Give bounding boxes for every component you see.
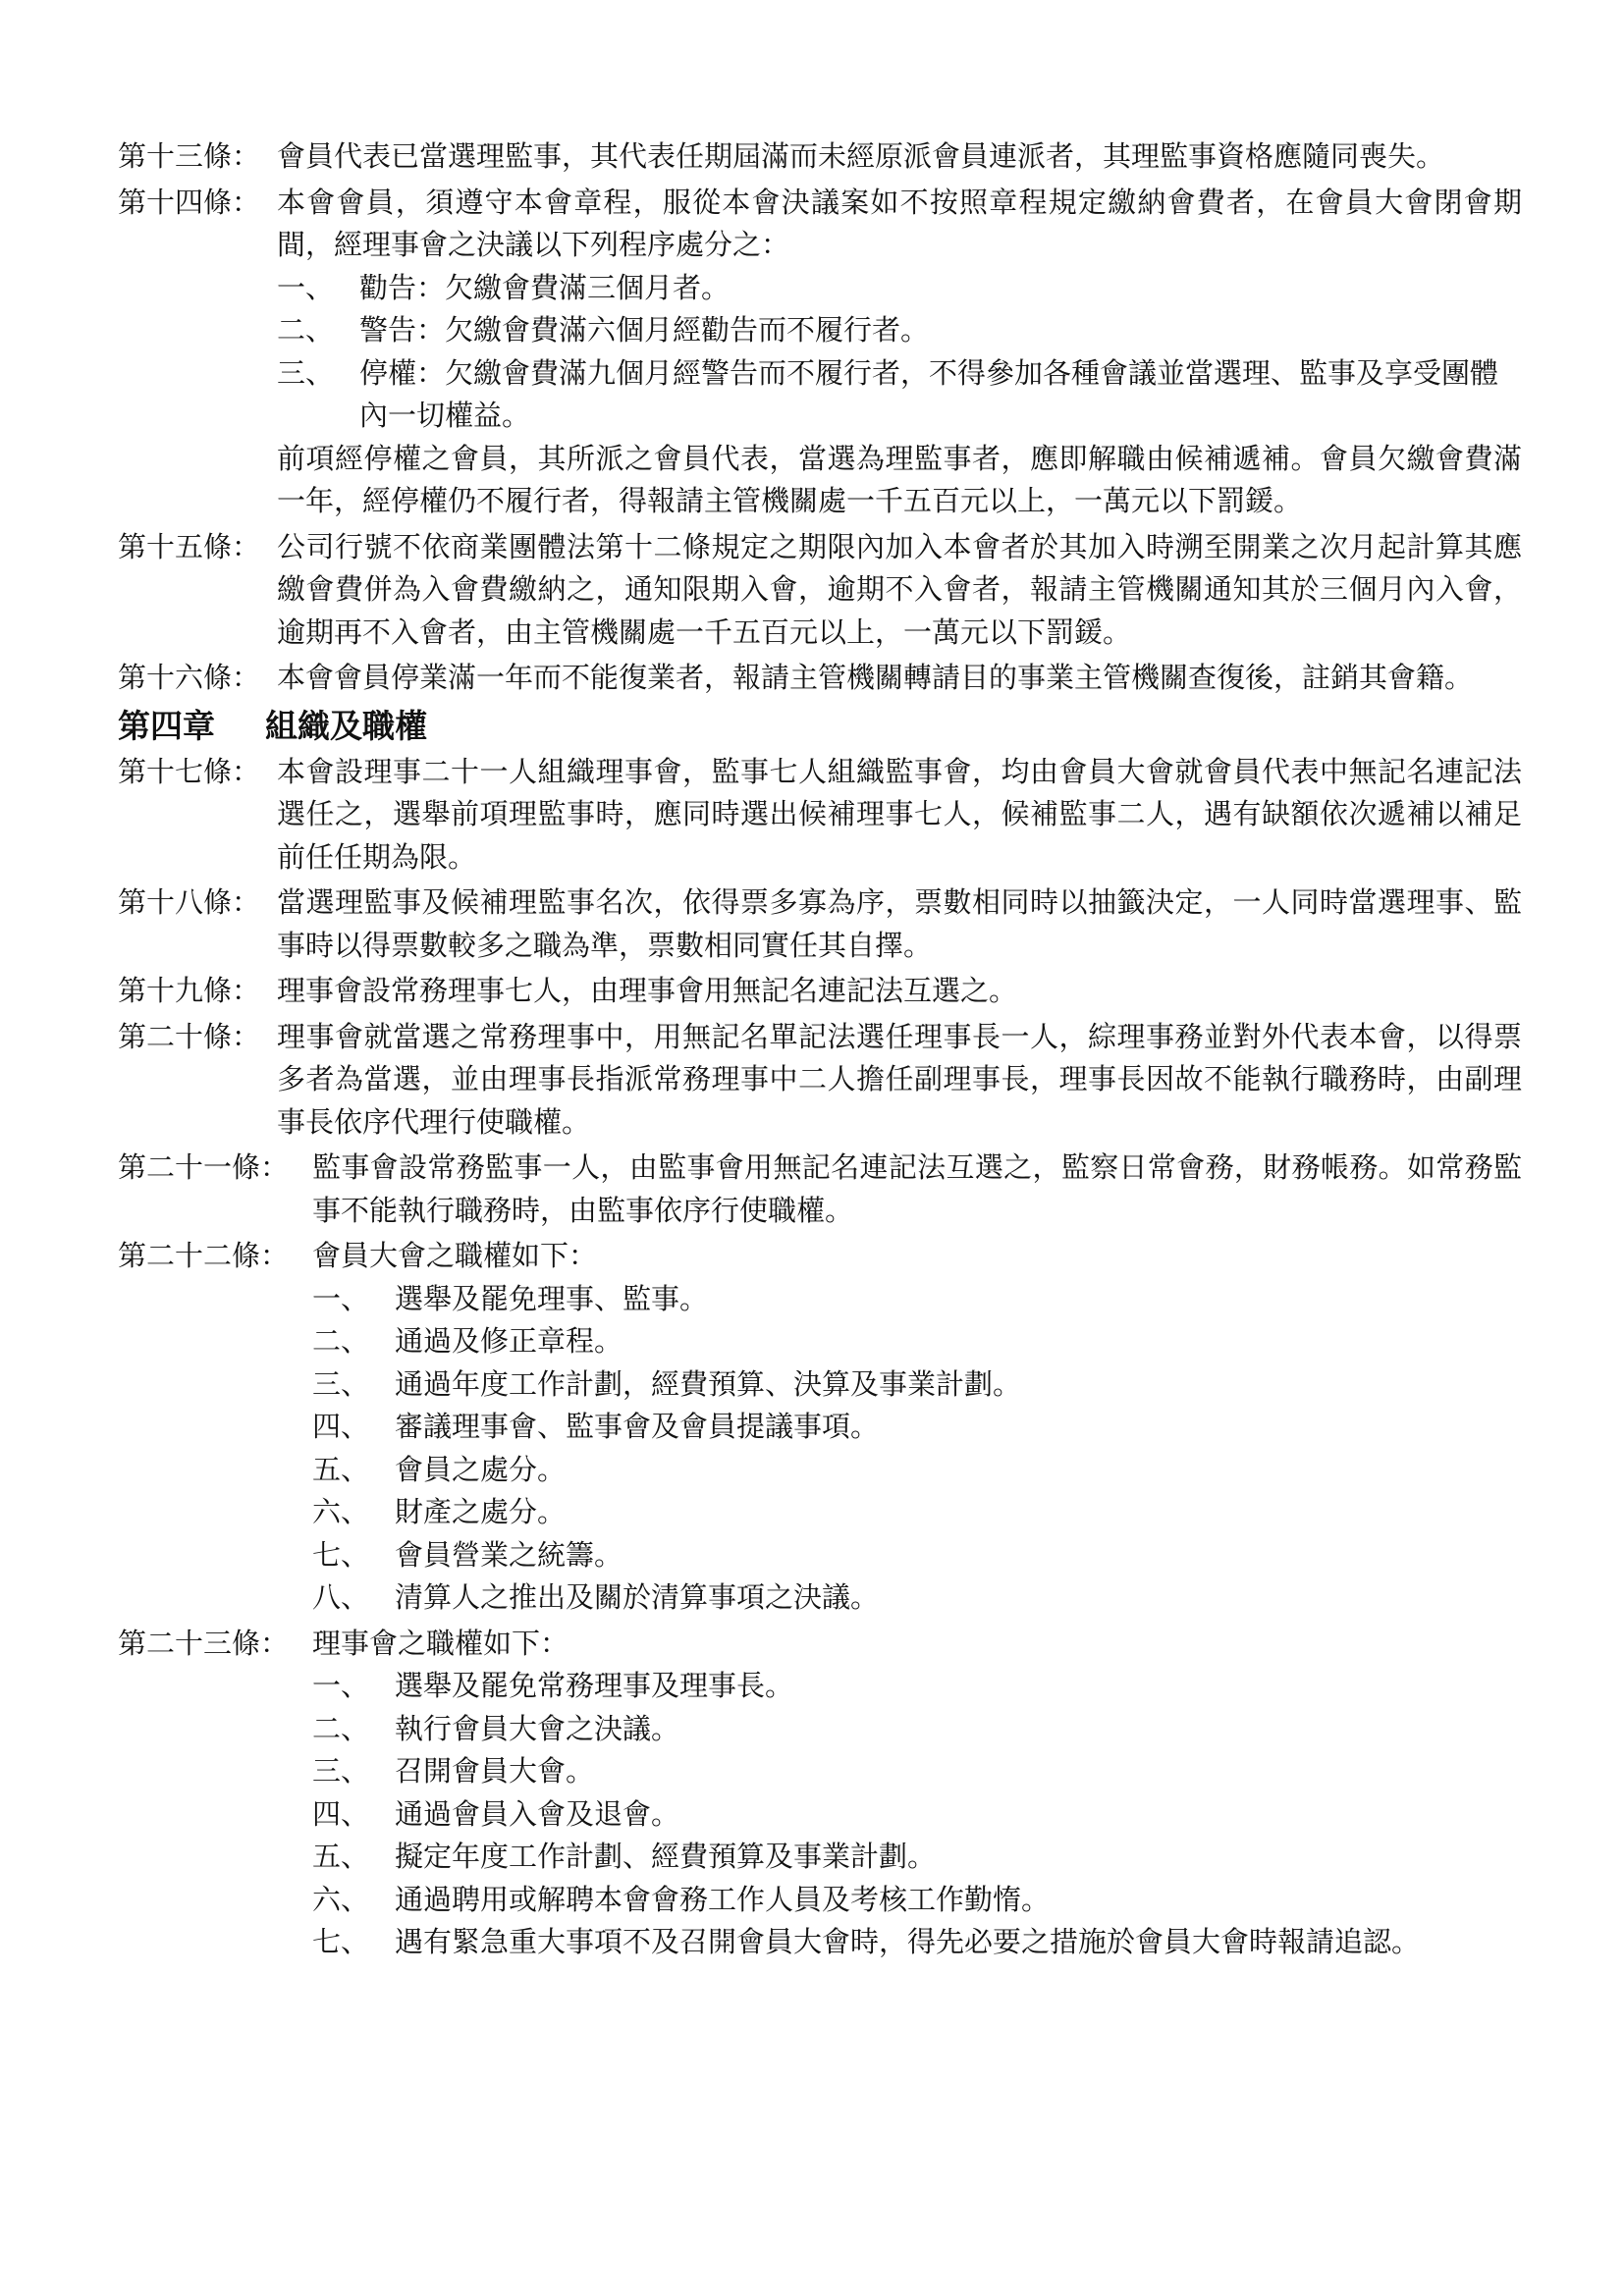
list-item [312,1449,1522,1492]
list-item [277,267,1522,310]
list-item-text: 清算人之推出及關於清算事項之決議。 [395,1580,880,1614]
article-heading: 第二十三條： [118,1626,290,1660]
list-item-number: 八、 [312,1580,370,1614]
article-heading: 第十四條： [118,185,261,219]
article-20 [118,1016,1522,1145]
list-item-number: 三、 [312,1366,370,1401]
article-heading: 第二十二條： [118,1239,290,1272]
list-item [277,352,1522,438]
list-item-text: 選舉及罷免理事、監事。 [395,1281,709,1315]
list-item [312,1793,1522,1837]
article-14 [118,182,1522,267]
article-heading: 第十九條： [118,974,261,1007]
article-body: 本會會員，須遵守本會章程，服從本會決議案如不按照章程規定繳納會費者，在會員大會閉會期間，經理事會之決議以下列程序處分之： [277,185,1522,261]
list-item-number: 三、 [312,1754,370,1788]
list-item [312,1320,1522,1363]
article-body: 本會會員停業滿一年而不能復業者，報請主管機關轉請目的事業主管機關查復後，註銷其會籍。 [277,661,1474,694]
article-heading: 第十六條： [118,661,261,694]
list-item-number: 七、 [312,1537,370,1572]
list-item [312,1921,1522,1964]
article-heading: 第十五條： [118,529,261,563]
article-19 [118,970,1522,1013]
article-heading: 第十七條： [118,754,261,788]
article-13 [118,135,1522,179]
list-item [312,1491,1522,1534]
list-item [312,1278,1522,1321]
article-body: 會員大會之職權如下： [312,1239,598,1272]
list-item-number: 六、 [312,1495,370,1528]
list-item-text: 選舉及罷免常務理事及理事長。 [395,1669,794,1702]
list-item [312,1576,1522,1620]
list-item-text: 勸告：欠繳會費滿三個月者。 [359,270,731,304]
article-17 [118,751,1522,880]
list-item-text: 停權：欠繳會費滿九個月經警告而不履行者，不得參加各種會議並當選理、監事及享受團體內一切權益。 [359,355,1499,432]
list-item [312,1534,1522,1577]
article-heading: 第十三條： [118,139,261,173]
list-item-number: 二、 [312,1711,370,1745]
list-item-number: 一、 [312,1669,370,1702]
article-body: 理事會設常務理事七人，由理事會用無記名連記法互選之。 [277,974,1018,1007]
list-item-text: 通過聘用或解聘本會會務工作人員及考核工作勤惰。 [395,1882,1051,1916]
article-23 [118,1623,1522,1666]
list-item [312,1750,1522,1793]
list-item-number: 五、 [312,1452,370,1486]
list-item-number: 一、 [277,270,335,304]
page-content [118,135,1522,1964]
article-body: 監事會設常務監事一人，由監事會用無記名連記法互選之，監察日常會務，財務帳務。如常務監事不能執行職務時，由監事依序行使職權。 [312,1150,1522,1227]
list-item-text: 通過會員入會及退會。 [395,1796,680,1831]
list-item-text: 遇有緊急重大事項不及召開會員大會時，得先必要之措施於會員大會時報請追認。 [395,1925,1421,1958]
article-15 [118,526,1522,655]
article-18 [118,881,1522,967]
article-21 [118,1147,1522,1232]
list-item-number: 四、 [312,1410,370,1443]
list-item-number: 二、 [277,313,335,347]
article-body: 當選理監事及候補理監事名次，依得票多寡為序，票數相同時以抽籤決定，一人同時當選理事、監事時以得票數較多之職為準，票數相同實任其自擇。 [277,885,1522,962]
list-item-number: 五、 [312,1840,370,1873]
list-item [312,1665,1522,1708]
list-item-number: 二、 [312,1324,370,1358]
article-body: 理事會之職權如下： [312,1626,569,1660]
list-item-number: 四、 [312,1796,370,1831]
list-item [312,1836,1522,1879]
list-item-text: 警告：欠繳會費滿六個月經勸告而不履行者。 [359,313,930,347]
list-item-text: 通過及修正章程。 [395,1324,623,1358]
list-item-text: 財產之處分。 [395,1495,567,1528]
list-item-text: 執行會員大會之決議。 [395,1711,680,1745]
list-item-text: 審議理事會、監事會及會員提議事項。 [395,1410,880,1443]
article-paragraph: 前項經停權之會員，其所派之會員代表，當選為理監事者，應即解職由候補遞補。會員欠繳會費滿一年，經停權仍不履行者，得報請主管機關處一千五百元以上，一萬元以下罰鍰。 [277,441,1522,517]
list-item [312,1363,1522,1407]
list-item [277,309,1522,352]
article-body: 理事會就當選之常務理事中，用無記名單記法選任理事長一人，綜理事務並對外代表本會，以得票多者為當選，並由理事長指派常務理事中二人擔任副理事長，理事長因故不能執行職務時，由副理事長依序代理行使職權。 [277,1019,1522,1139]
list-item-number: 六、 [312,1882,370,1916]
list-item-text: 會員營業之統籌。 [395,1537,623,1572]
article-body: 本會設理事二十一人組織理事會，監事七人組織監事會，均由會員大會就會員代表中無記名連記法選任之，選舉前項理監事時，應同時選出候補理事七人，候補監事二人，遇有缺額依次遞補以補足前任任期為限。 [277,754,1522,874]
article-heading: 第十八條： [118,885,261,919]
list-item-number: 三、 [277,355,335,390]
list-item-text: 通過年度工作計劃，經費預算、決算及事業計劃。 [395,1366,1022,1401]
article-22 [118,1235,1522,1278]
list-item-text: 會員之處分。 [395,1452,567,1486]
article-heading: 第二十一條： [118,1150,290,1184]
article-16 [118,657,1522,700]
chapter-number: 第四章 [118,706,215,745]
list-item [312,1879,1522,1922]
article-heading: 第二十條： [118,1019,261,1053]
article-body: 會員代表已當選理監事，其代表任期屆滿而未經原派會員連派者，其理監事資格應隨同喪失。 [277,139,1445,173]
chapter-title: 組織及職權 [265,706,427,745]
list-item-text: 召開會員大會。 [395,1754,595,1788]
list-item [312,1406,1522,1449]
chapter-heading [118,704,1522,749]
list-item-number: 七、 [312,1925,370,1958]
list-item-text: 擬定年度工作計劃、經費預算及事業計劃。 [395,1840,937,1873]
article-body: 公司行號不依商業團體法第十二條規定之期限內加入本會者於其加入時溯至開業之次月起計算其應繳會費併為入會費繳納之，通知限期入會，逾期不入會者，報請主管機關通知其於三個月內入會，逾期再不入會者，由主管機關處一千五百元以上，一萬元以下罰鍰。 [277,529,1522,649]
list-item-number: 一、 [312,1281,370,1315]
list-item [312,1708,1522,1751]
